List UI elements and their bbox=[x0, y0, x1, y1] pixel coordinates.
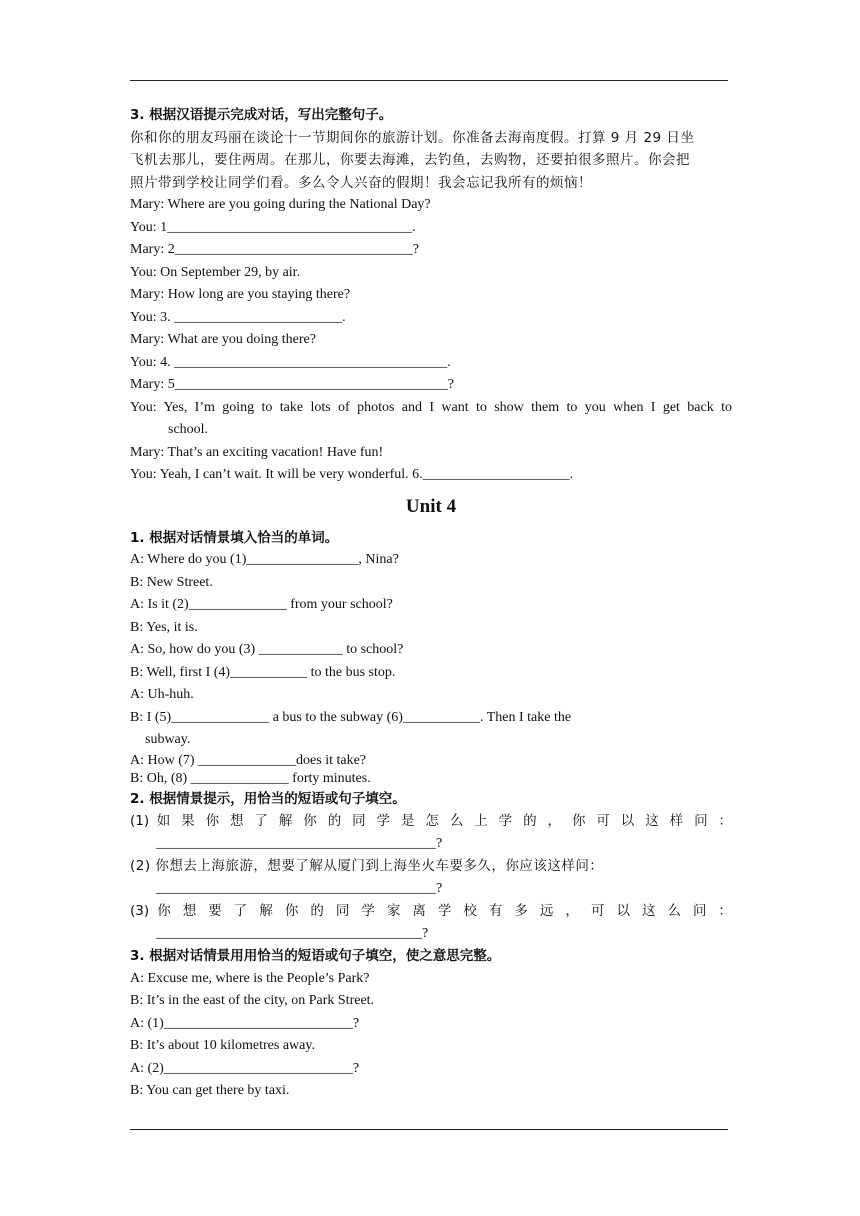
dialogue-line: You: 3. ________________________. bbox=[130, 309, 346, 325]
q3-line: B: You can get there by taxi. bbox=[130, 1083, 290, 1098]
dialogue-line: Mary: That’s an exciting vacation! Have fun! bbox=[130, 444, 384, 460]
dialogue-line: Mary: 5_______________________________________? bbox=[130, 377, 454, 392]
dialogue-long-line: You: Yes, I’m going to take lots of photos and I want to show them to you when I get back to bbox=[130, 399, 732, 415]
dialogue-long-line-wrap: school. bbox=[168, 422, 209, 437]
prompt-line-1: 你和你的朋友玛丽在谈论十一节期间你的旅游计划。你准备去海南度假。打算 9 月 29 日坐 bbox=[130, 129, 695, 146]
footer-rule bbox=[130, 1129, 728, 1130]
dialogue-line: You: On September 29, by air. bbox=[130, 264, 301, 280]
q1-line: B: Well, first I (4)___________ to the bus stop. bbox=[130, 664, 396, 680]
q1-heading: 1. 根据对话情景填入恰当的单词。 bbox=[130, 529, 339, 546]
q1-line: B: Oh, (8) ______________ forty minutes. bbox=[130, 770, 371, 786]
header-rule bbox=[130, 80, 728, 81]
section3-heading: 3. 根据汉语提示完成对话，写出完整句子。 bbox=[130, 107, 393, 123]
dialogue-line: Mary: How long are you staying there? bbox=[130, 287, 351, 302]
q1-line-wrap: subway. bbox=[145, 732, 191, 747]
q2-item-2-blank: ________________________________________? bbox=[156, 880, 443, 896]
unit-title: Unit 4 bbox=[405, 495, 457, 517]
q1-line: B: I (5)______________ a bus to the subway (6)___________. Then I take the bbox=[130, 709, 572, 725]
prompt-line-3: 照片带到学校让同学们看。多么令人兴奋的假期！我会忘记我所有的烦恼！ bbox=[130, 174, 592, 191]
q3-line: A: (2)___________________________? bbox=[130, 1060, 360, 1076]
document-body bbox=[130, 104, 732, 1103]
dialogue-line: You: Yeah, I can’t wait. It will be very wonderful. 6._____________________. bbox=[130, 467, 574, 482]
q2-heading: 2. 根据情景提示，用恰当的短语或句子填空。 bbox=[130, 790, 406, 807]
q3-line: A: Excuse me, where is the People’s Park? bbox=[130, 970, 370, 986]
prompt-line-2: 飞机去那儿，要住两周。在那儿，你要去海滩，去钓鱼，去购物，还要拍很多照片。你会把 bbox=[130, 152, 690, 168]
q1-line: A: So, how do you (3) ____________ to school? bbox=[130, 642, 404, 657]
q3-line: B: It’s about 10 kilometres away. bbox=[130, 1038, 315, 1053]
q3-heading: 3. 根据对话情景用用恰当的短语或句子填空，使之意思完整。 bbox=[130, 948, 501, 964]
dialogue-line: Mary: What are you doing there? bbox=[130, 332, 316, 347]
q1-line: A: Uh-huh. bbox=[130, 687, 194, 702]
q1-line: A: Where do you (1)________________, Nina? bbox=[130, 552, 399, 567]
q2-item-3-blank: ______________________________________? bbox=[156, 925, 429, 941]
q1-line: A: How (7) ______________does it take? bbox=[130, 752, 367, 768]
q1-line: B: New Street. bbox=[130, 574, 213, 590]
dialogue-line: Mary: 2__________________________________? bbox=[130, 242, 419, 257]
dialogue-line: You: 4. _______________________________________. bbox=[130, 354, 451, 370]
dialogue-line: Mary: Where are you going during the National Day? bbox=[130, 197, 431, 212]
q3-line: A: (1)___________________________? bbox=[130, 1015, 360, 1031]
q1-line: B: Yes, it is. bbox=[130, 619, 198, 635]
q3-line: B: It’s in the east of the city, on Park Street. bbox=[130, 993, 375, 1008]
q2-item-1-blank: ________________________________________? bbox=[156, 835, 443, 851]
q2-item-2: (2) 你想去上海旅游，想要了解从厦门到上海坐火车要多久，你应该这样问： bbox=[130, 858, 604, 874]
q2-item-1: (1) 如 果 你 想 了 解 你 的 同 学 是 怎 么 上 学 的 ， 你 可 以 这 样 问 ： bbox=[130, 813, 732, 829]
q2-item-3: (3) 你 想 要 了 解 你 的 同 学 家 离 学 校 有 多 远 ， 可 以 这 么 问 ： bbox=[130, 903, 732, 919]
dialogue-line: You: 1___________________________________. bbox=[130, 219, 416, 235]
q1-line: A: Is it (2)______________ from your school? bbox=[130, 597, 393, 612]
